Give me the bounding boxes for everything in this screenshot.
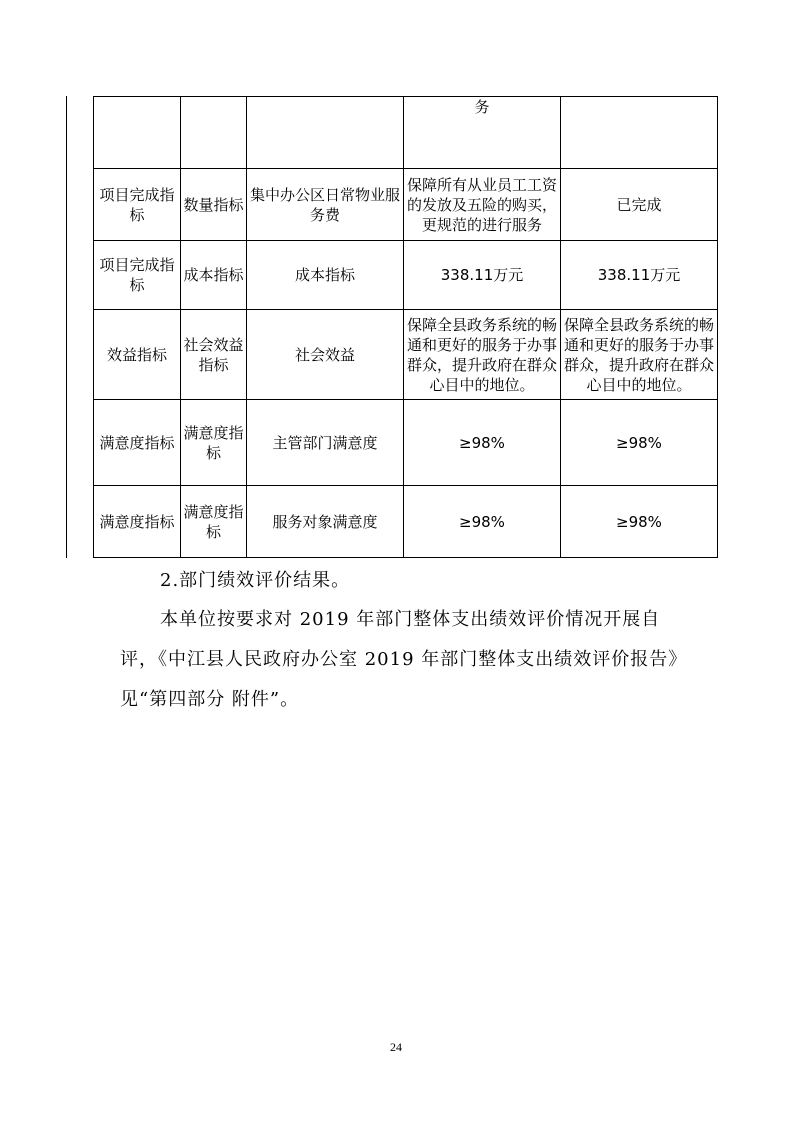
table-row [94,97,718,169]
table-cell: 主管部门满意度 [247,400,404,486]
table-cell: 项目完成指标 [94,169,181,241]
table-cell: 满意度指标 [94,400,181,486]
table-cell: 满意度指标 [181,486,247,558]
performance-table [93,96,718,558]
left-margin-rule [66,96,67,558]
table-cell: 服务对象满意度 [247,486,404,558]
table-cell: 保障所有从业员工工资的发放及五险的购买，更规范的进行服务 [404,169,561,241]
table-cell: 效益指标 [94,310,181,400]
table-cell: 成本指标 [247,241,404,310]
table-cell: 社会效益 [247,310,404,400]
table-cell: 集中办公区日常物业服务费 [247,169,404,241]
table-cell: ≥98% [404,400,561,486]
table-row [94,169,718,241]
table-cell: 务 [404,97,561,169]
table-cell: 338.11万元 [561,241,718,310]
table-cell: 338.11万元 [404,241,561,310]
table-row [94,241,718,310]
table-row [94,310,718,400]
table-cell: ≥98% [404,486,561,558]
section-heading: 2.部门绩效评价结果。 [160,570,351,591]
table-cell: 已完成 [561,169,718,241]
table-cell: 成本指标 [181,241,247,310]
table-cell: ≥98% [561,400,718,486]
table-cell: 数量指标 [181,169,247,241]
table-cell: 保障全县政务系统的畅通和更好的服务于办事群众，提升政府在群众心目中的地位。 [404,310,561,400]
table-cell: 满意度指标 [94,486,181,558]
table-cell: ≥98% [561,486,718,558]
table-cell: 满意度指标 [181,400,247,486]
table-cell [247,97,404,169]
table-cell: 保障全县政务系统的畅通和更好的服务于办事群众，提升政府在群众心目中的地位。 [561,310,718,400]
table-cell [561,97,718,169]
table-row [94,400,718,486]
table-cell [94,97,181,169]
table-cell: 项目完成指标 [94,241,181,310]
table-cell [181,97,247,169]
table-cell: 社会效益指标 [181,310,247,400]
table-row [94,486,718,558]
page-number: 24 [390,1040,402,1054]
body-paragraph: 本单位按要求对 2019 年部门整体支出绩效评价情况开展自评，《中江县人民政府办公室 2019 年部门整体支出绩效评价报告》见“第四部分 附件”。 [120,609,679,710]
